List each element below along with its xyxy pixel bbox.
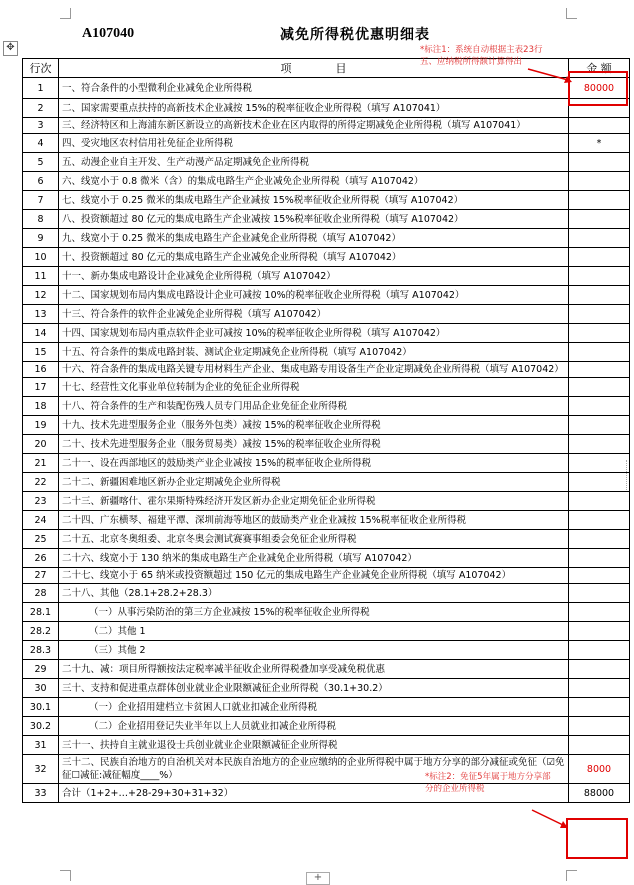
item-description: 合计（1+2+…+28-29+30+31+32） <box>59 784 569 803</box>
header-amount: 金 额 <box>569 59 630 78</box>
table-row <box>23 511 630 530</box>
annotation-note-2: *标注2：免征5年属于地方分享部分的企业所得税 <box>425 772 551 794</box>
amount-cell[interactable] <box>569 492 630 511</box>
amount-cell[interactable] <box>569 378 630 397</box>
amount-cell[interactable] <box>569 584 630 603</box>
amount-cell[interactable] <box>569 153 630 172</box>
table-row <box>23 172 630 191</box>
amount-cell[interactable] <box>569 568 630 584</box>
line-number: 15 <box>23 343 59 362</box>
table-row <box>23 473 630 492</box>
line-number: 28 <box>23 584 59 603</box>
line-number: 18 <box>23 397 59 416</box>
line-number: 23 <box>23 492 59 511</box>
table-row <box>23 210 630 229</box>
amount-cell[interactable] <box>569 511 630 530</box>
tax-relief-table <box>22 58 630 803</box>
item-description: 九、线宽小于 0.25 微米的集成电路生产企业减免企业所得税（填写 A107042） <box>59 229 569 248</box>
line-number: 8 <box>23 210 59 229</box>
item-description: 十九、技术先进型服务企业（服务外包类）减按 15%的税率征收企业所得税 <box>59 416 569 435</box>
table-row <box>23 191 630 210</box>
item-description: 二十八、其他（28.1+28.2+28.3） <box>59 584 569 603</box>
item-description: 三十二、民族自治地方的自治机关对本民族自治地方的企业应缴纳的企业所得税中属于地方分享的部分减征或免征（☑免征☐减征:减征幅度____%） <box>59 755 569 784</box>
header-line-no: 行次 <box>23 59 59 78</box>
amount-cell[interactable] <box>569 454 630 473</box>
amount-cell[interactable] <box>569 267 630 286</box>
amount-cell[interactable] <box>569 435 630 454</box>
form-title: 减免所得税优惠明细表 <box>280 27 430 43</box>
item-description: 十一、新办集成电路设计企业减免企业所得税（填写 A107042） <box>59 267 569 286</box>
annotation-note-1: *标注1：系统自动根据主表23行五、应纳税所得额计算得出 <box>420 45 543 67</box>
line-number: 30 <box>23 679 59 698</box>
item-description: （一）从事污染防治的第三方企业减按 15%的税率征收企业所得税 <box>59 603 569 622</box>
line-number: 24 <box>23 511 59 530</box>
page-corner-mark <box>566 870 577 881</box>
table-row <box>23 736 630 755</box>
line-number: 7 <box>23 191 59 210</box>
table-row <box>23 118 630 134</box>
item-description: 八、投资额超过 80 亿元的集成电路生产企业减按 15%税率征收企业所得税（填写 A107042） <box>59 210 569 229</box>
amount-cell[interactable] <box>569 530 630 549</box>
table-row <box>23 454 630 473</box>
amount-cell[interactable] <box>569 286 630 305</box>
table-row <box>23 99 630 118</box>
table-row <box>23 530 630 549</box>
amount-cell[interactable] <box>569 622 630 641</box>
amount-cell[interactable]: 8000 <box>569 755 630 784</box>
amount-cell[interactable] <box>569 362 630 378</box>
amount-cell[interactable] <box>569 549 630 568</box>
amount-cell[interactable] <box>569 118 630 134</box>
amount-cell[interactable] <box>569 641 630 660</box>
line-number: 20 <box>23 435 59 454</box>
amount-cell[interactable] <box>569 603 630 622</box>
amount-cell[interactable] <box>569 698 630 717</box>
table-row <box>23 267 630 286</box>
amount-cell[interactable]: 88000 <box>569 784 630 803</box>
item-description: 十六、符合条件的集成电路关键专用材料生产企业、集成电路专用设备生产企业定期减免企业所得税（填写 A107042） <box>59 362 569 378</box>
line-number: 32 <box>23 755 59 784</box>
amount-cell[interactable] <box>569 229 630 248</box>
item-description: 二十一、设在西部地区的鼓励类产业企业减按 15%的税率征收企业所得税 <box>59 454 569 473</box>
item-description: 二十、技术先进型服务企业（服务贸易类）减按 15%的税率征收企业所得税 <box>59 435 569 454</box>
table-row <box>23 492 630 511</box>
table-row <box>23 229 630 248</box>
item-description: 六、线宽小于 0.8 微米（含）的集成电路生产企业减免企业所得税（填写 A107042） <box>59 172 569 191</box>
amount-cell[interactable] <box>569 305 630 324</box>
line-number: 30.2 <box>23 717 59 736</box>
table-row <box>23 416 630 435</box>
line-number: 25 <box>23 530 59 549</box>
line-number: 4 <box>23 134 59 153</box>
table-move-handle-icon[interactable]: ✥ <box>3 41 18 56</box>
line-number: 9 <box>23 229 59 248</box>
line-number: 5 <box>23 153 59 172</box>
line-number: 11 <box>23 267 59 286</box>
line-number: 30.1 <box>23 698 59 717</box>
table-row <box>23 248 630 267</box>
table-row <box>23 698 630 717</box>
line-number: 28.3 <box>23 641 59 660</box>
line-number: 14 <box>23 324 59 343</box>
item-description: 三十一、扶持自主就业退役士兵创业就业企业限额减征企业所得税 <box>59 736 569 755</box>
table-row <box>23 717 630 736</box>
table-row <box>23 568 630 584</box>
item-description: 五、动漫企业自主开发、生产动漫产品定期减免企业所得税 <box>59 153 569 172</box>
amount-cell[interactable] <box>569 397 630 416</box>
table-row <box>23 362 630 378</box>
table-row <box>23 324 630 343</box>
item-description: 七、线宽小于 0.25 微米的集成电路生产企业减按 15%税率征收企业所得税（填写 A107042） <box>59 191 569 210</box>
amount-cell[interactable] <box>569 679 630 698</box>
item-description: 二十九、减：项目所得额按法定税率减半征收企业所得税叠加享受减免税优惠 <box>59 660 569 679</box>
add-row-handle-icon[interactable]: + <box>306 872 330 885</box>
item-description: 十五、符合条件的集成电路封装、测试企业定期减免企业所得税（填写 A107042） <box>59 343 569 362</box>
line-number: 19 <box>23 416 59 435</box>
amount-cell[interactable] <box>569 473 630 492</box>
item-description: 十、投资额超过 80 亿元的集成电路生产企业减免企业所得税（填写 A107042） <box>59 248 569 267</box>
header-item: 项 目 <box>59 59 569 78</box>
table-row <box>23 679 630 698</box>
table-row <box>23 397 630 416</box>
amount-cell[interactable] <box>569 416 630 435</box>
line-number: 33 <box>23 784 59 803</box>
item-description: 三、经济特区和上海浦东新区新设立的高新技术企业在区内取得的所得定期减免企业所得税（填写 A107041） <box>59 118 569 134</box>
line-number: 13 <box>23 305 59 324</box>
line-number: 10 <box>23 248 59 267</box>
table-row <box>23 641 630 660</box>
table-row <box>23 660 630 679</box>
form-code: A107040 <box>82 26 135 41</box>
item-description: 二十四、广东横琴、福建平潭、深圳前海等地区的鼓励类产业企业减按 15%税率征收企业所得税 <box>59 511 569 530</box>
page-corner-mark <box>566 8 577 19</box>
line-number: 27 <box>23 568 59 584</box>
line-number: 31 <box>23 736 59 755</box>
item-description: 二十七、线宽小于 65 纳米或投资额超过 150 亿元的集成电路生产企业减免企业所得税（填写 A107042） <box>59 568 569 584</box>
line-number: 2 <box>23 99 59 118</box>
amount-cell[interactable] <box>569 717 630 736</box>
item-description: （一）企业招用建档立卡贫困人口就业扣减企业所得税 <box>59 698 569 717</box>
item-description: 十二、国家规划布局内集成电路设计企业可减按 10%的税率征收企业所得税（填写 A107042） <box>59 286 569 305</box>
table-row <box>23 286 630 305</box>
item-description: 二、国家需要重点扶持的高新技术企业减按 15%的税率征收企业所得税（填写 A107041） <box>59 99 569 118</box>
amount-cell[interactable] <box>569 343 630 362</box>
table-row <box>23 343 630 362</box>
line-number: 17 <box>23 378 59 397</box>
item-description: 十八、符合条件的生产和装配伤残人员专门用品企业免征企业所得税 <box>59 397 569 416</box>
amount-cell[interactable]: 80000 <box>569 78 630 99</box>
line-number: 26 <box>23 549 59 568</box>
line-number: 1 <box>23 78 59 99</box>
page-corner-mark <box>60 8 71 19</box>
item-description: （二）其他 1 <box>59 622 569 641</box>
table-row <box>23 435 630 454</box>
page-corner-mark <box>60 870 71 881</box>
item-description: 一、符合条件的小型微利企业减免企业所得税 <box>59 78 569 99</box>
amount-cell[interactable] <box>569 191 630 210</box>
line-number: 16 <box>23 362 59 378</box>
item-description: （二）企业招用登记失业半年以上人员就业扣减企业所得税 <box>59 717 569 736</box>
item-description: 二十六、线宽小于 130 纳米的集成电路生产企业减免企业所得税（填写 A107042） <box>59 549 569 568</box>
table-row <box>23 622 630 641</box>
amount-cell[interactable] <box>569 248 630 267</box>
line-number: 28.2 <box>23 622 59 641</box>
item-description: 二十五、北京冬奥组委、北京冬奥会测试赛赛事组委会免征企业所得税 <box>59 530 569 549</box>
amount-cell[interactable]: * <box>569 134 630 153</box>
table-row <box>23 603 630 622</box>
item-description: 三十、支持和促进重点群体创业就业企业限额减征企业所得税（30.1+30.2） <box>59 679 569 698</box>
item-description: 二十三、新疆喀什、霍尔果斯特殊经济开发区新办企业定期免征企业所得税 <box>59 492 569 511</box>
item-description: 四、受灾地区农村信用社免征企业所得税 <box>59 134 569 153</box>
table-row <box>23 378 630 397</box>
table-row <box>23 134 630 153</box>
line-number: 21 <box>23 454 59 473</box>
table-row <box>23 305 630 324</box>
item-description: 十三、符合条件的软件企业减免企业所得税（填写 A107042） <box>59 305 569 324</box>
line-number: 3 <box>23 118 59 134</box>
item-description: 十七、经营性文化事业单位转制为企业的免征企业所得税 <box>59 378 569 397</box>
amount-cell[interactable] <box>569 324 630 343</box>
line-number: 28.1 <box>23 603 59 622</box>
line-number: 12 <box>23 286 59 305</box>
amount-cell[interactable] <box>569 660 630 679</box>
highlight-box-line1 <box>568 71 628 106</box>
item-description: （三）其他 2 <box>59 641 569 660</box>
line-number: 29 <box>23 660 59 679</box>
line-number: 22 <box>23 473 59 492</box>
amount-cell[interactable] <box>569 736 630 755</box>
line-number: 6 <box>23 172 59 191</box>
highlight-box-line32 <box>566 818 628 859</box>
table-row <box>23 549 630 568</box>
amount-cell[interactable] <box>569 210 630 229</box>
item-description: 十四、国家规划布局内重点软件企业可减按 10%的税率征收企业所得税（填写 A107042） <box>59 324 569 343</box>
table-row <box>23 153 630 172</box>
amount-cell[interactable] <box>569 172 630 191</box>
table-row <box>23 584 630 603</box>
item-description: 二十二、新疆困难地区新办企业定期减免企业所得税 <box>59 473 569 492</box>
